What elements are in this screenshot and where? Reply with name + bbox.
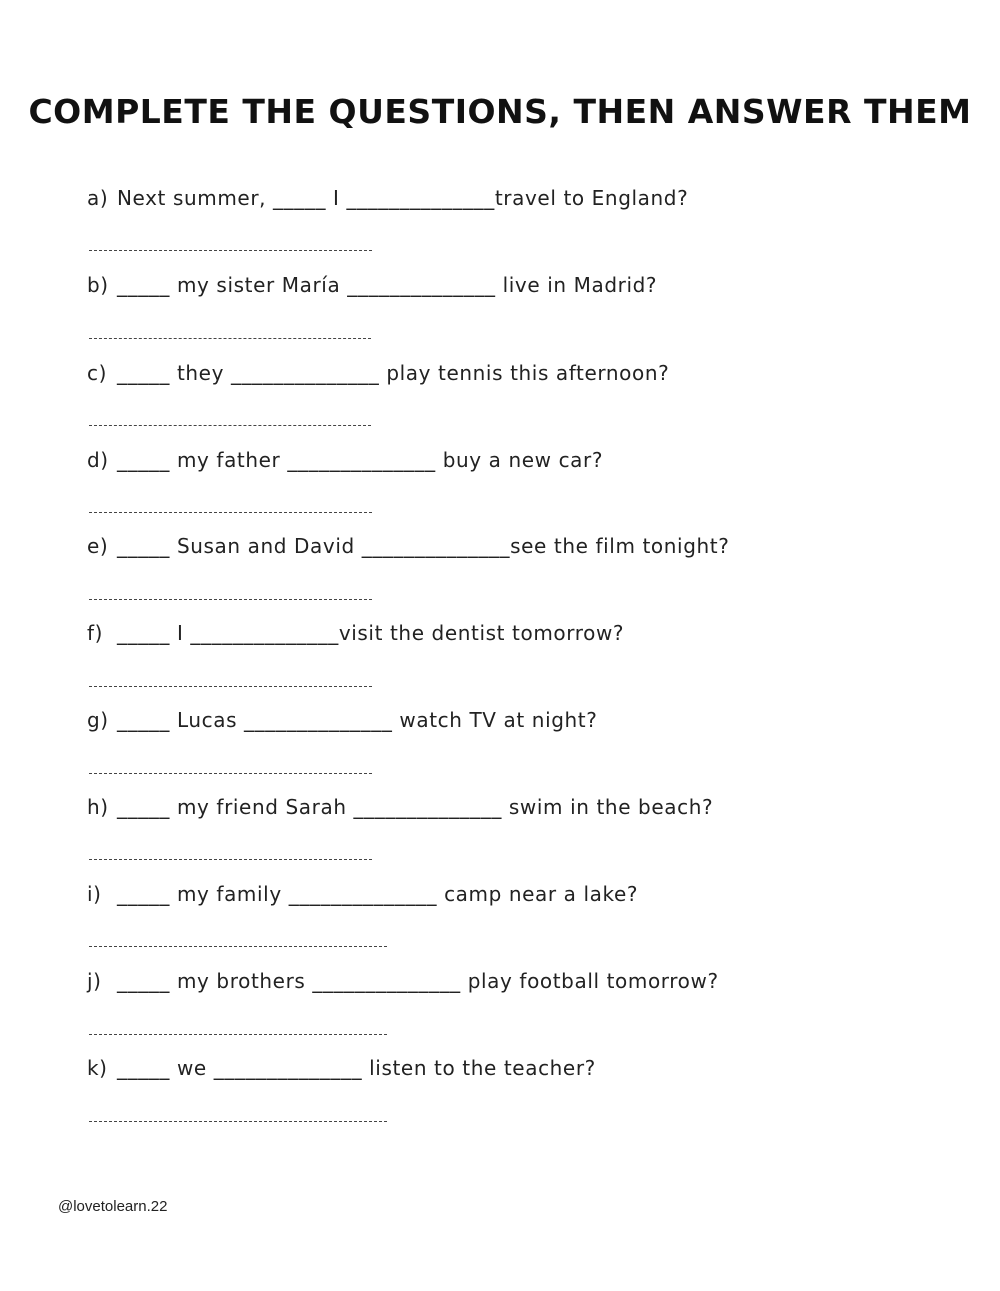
answer-line-g[interactable] (89, 773, 372, 774)
question-label: k) (87, 1056, 108, 1080)
question-label: i) (87, 882, 102, 906)
question-text: _____ we ______________ listen to the teacher? (117, 1056, 596, 1080)
question-label: f) (87, 621, 104, 645)
question-label: c) (87, 361, 107, 385)
answer-line-h[interactable] (89, 859, 372, 860)
question-g (87, 708, 597, 732)
answer-line-b[interactable] (89, 338, 371, 339)
question-b (87, 273, 657, 297)
question-text: _____ my brothers ______________ play football tomorrow? (117, 969, 719, 993)
question-text: _____ I ______________visit the dentist tomorrow? (117, 621, 625, 645)
answer-line-k[interactable] (89, 1121, 387, 1122)
question-h (87, 795, 713, 819)
question-k (87, 1056, 596, 1080)
question-f (87, 621, 624, 645)
answer-line-d[interactable] (89, 512, 372, 513)
question-label: b) (87, 273, 109, 297)
answer-line-e[interactable] (89, 599, 372, 600)
question-label: h) (87, 795, 109, 819)
worksheet-title: COMPLETE THE QUESTIONS, THEN ANSWER THEM (28, 92, 972, 131)
question-i (87, 882, 638, 906)
author-handle: @lovetolearn.22 (58, 1198, 168, 1215)
question-text: _____ my friend Sarah ______________ swim in the beach? (117, 795, 714, 819)
question-text: _____ my sister María ______________ live in Madrid? (117, 273, 658, 297)
question-label: g) (87, 708, 109, 732)
answer-line-i[interactable] (89, 946, 387, 947)
question-label: a) (87, 186, 109, 210)
question-label: e) (87, 534, 109, 558)
question-text: _____ my father ______________ buy a new car? (117, 448, 604, 472)
answer-line-a[interactable] (89, 250, 372, 251)
question-label: j) (87, 969, 102, 993)
question-a (87, 186, 688, 210)
question-j (87, 969, 719, 993)
answer-line-c[interactable] (89, 425, 371, 426)
question-text: _____ they ______________ play tennis this afternoon? (117, 361, 670, 385)
question-d (87, 448, 603, 472)
question-e (87, 534, 729, 558)
question-c (87, 361, 669, 385)
question-text: _____ Susan and David ______________see the film tonight? (117, 534, 730, 558)
answer-line-f[interactable] (89, 686, 372, 687)
question-label: d) (87, 448, 109, 472)
question-text: Next summer, _____ I ______________travel to England? (117, 186, 689, 210)
question-text: _____ my family ______________ camp near a lake? (117, 882, 639, 906)
answer-line-j[interactable] (89, 1034, 387, 1035)
question-text: _____ Lucas ______________ watch TV at night? (117, 708, 598, 732)
